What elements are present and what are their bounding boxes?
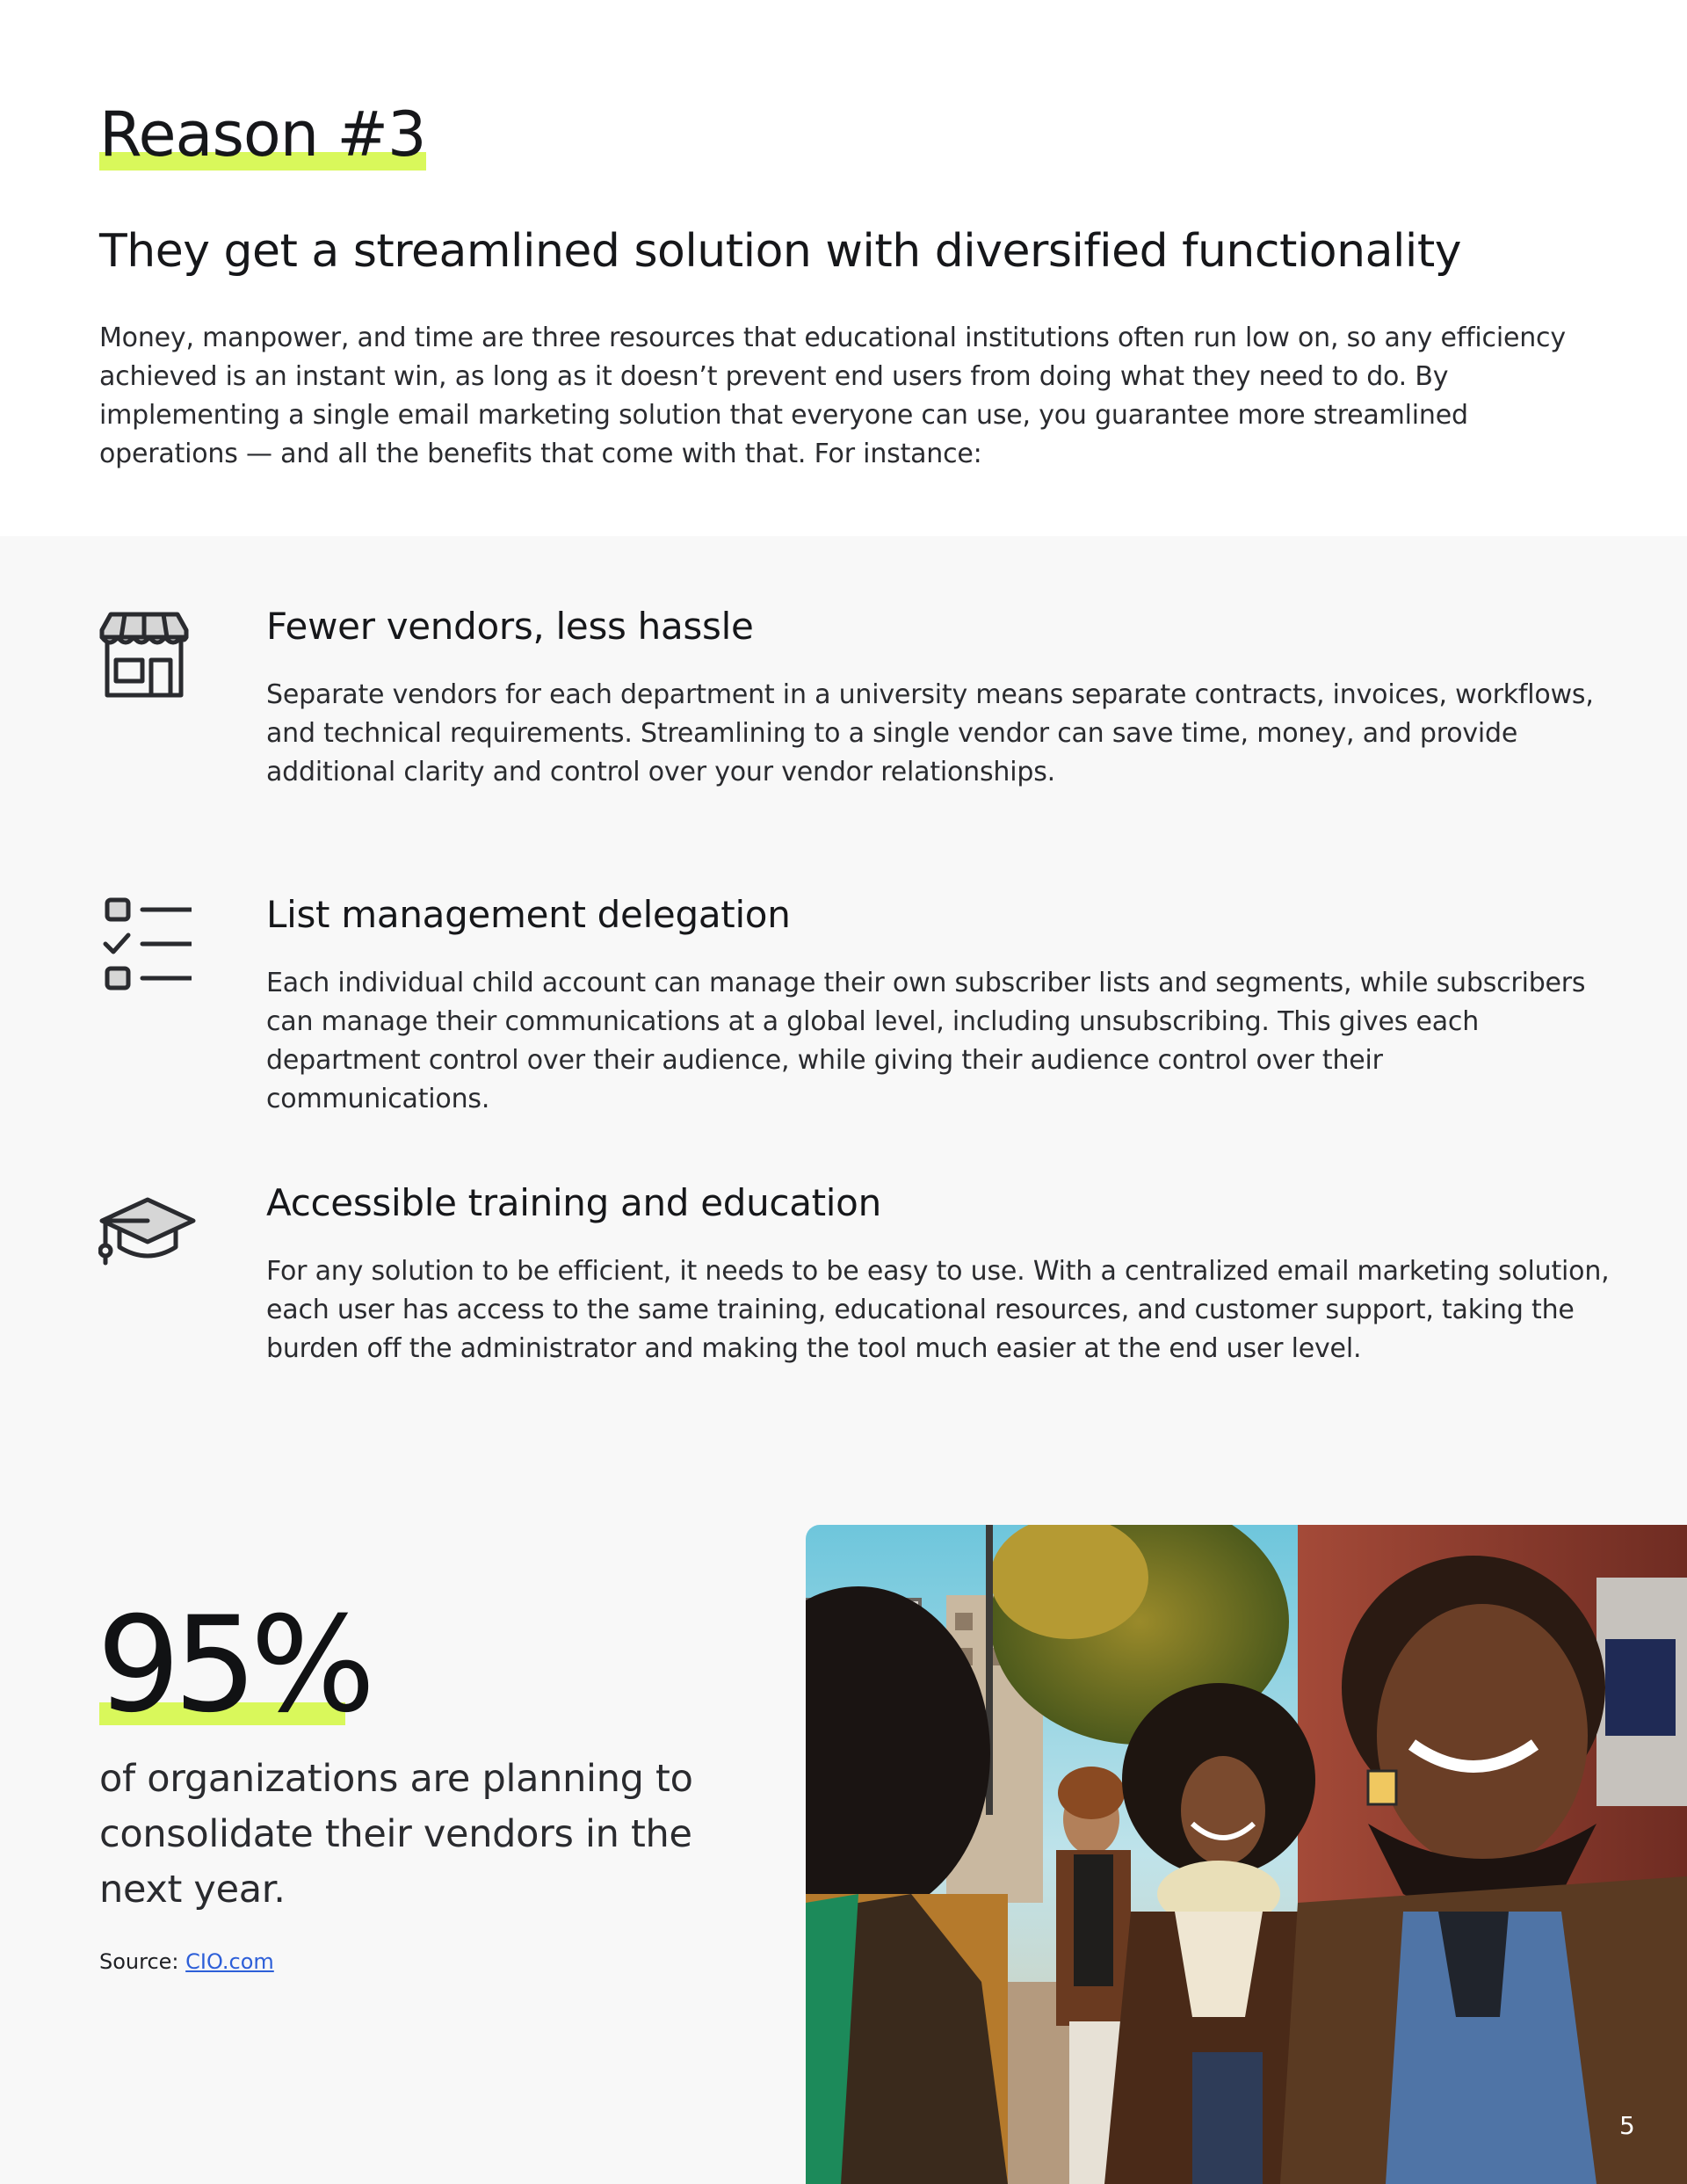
page-title: Reason #3 bbox=[99, 98, 426, 171]
stat-number: 95% bbox=[97, 1589, 369, 1742]
feature-title: List management delegation bbox=[266, 893, 791, 936]
storefront-icon bbox=[98, 611, 190, 704]
source-citation bbox=[99, 1949, 274, 1974]
intro-section bbox=[0, 0, 1687, 536]
feature-description: Each individual child account can manage their own subscriber lists and segments, while subscribers can manage their communications at a global level, including unsubscribing. This gives each department control over their audience, while giving their audience control over their communications. bbox=[266, 968, 1586, 1114]
source-link[interactable]: CIO.com bbox=[185, 1949, 274, 1974]
page-number: 5 bbox=[1619, 2111, 1635, 2140]
feature-title: Fewer vendors, less hassle bbox=[266, 605, 754, 648]
feature-description: Separate vendors for each department in a university means separate contracts, invoices, workflows, and technical requirements. Streamlining to a single vendor can save time, money, and provide additional clarity and control over your vendor relationships. bbox=[266, 679, 1594, 787]
graduation-cap-icon bbox=[98, 1196, 197, 1270]
intro-paragraph: Money, manpower, and time are three resources that educational institutions often run low on, so any efficiency achieved is an instant win, as long as it doesn’t prevent end users from doing what they need to do. By implementing a single email marketing solution that everyone can use, you guarantee more streamlined operations — and all the benefits that come with that. For instance: bbox=[99, 323, 1566, 469]
checklist-icon bbox=[98, 896, 192, 997]
students-photo bbox=[806, 1525, 1687, 2184]
feature-description: For any solution to be efficient, it needs to be easy to use. With a centralized email marketing solution, each user has access to the same training, educational resources, and customer support, taking the burden off the administrator and making the tool much easier at the end user level. bbox=[266, 1256, 1610, 1364]
feature-title: Accessible training and education bbox=[266, 1181, 881, 1224]
page-subtitle: They get a streamlined solution with diversified functionality bbox=[99, 225, 1461, 278]
stat-description: of organizations are planning to consolidate their vendors in the next year. bbox=[99, 1757, 693, 1912]
source-label: Source: bbox=[99, 1949, 179, 1974]
